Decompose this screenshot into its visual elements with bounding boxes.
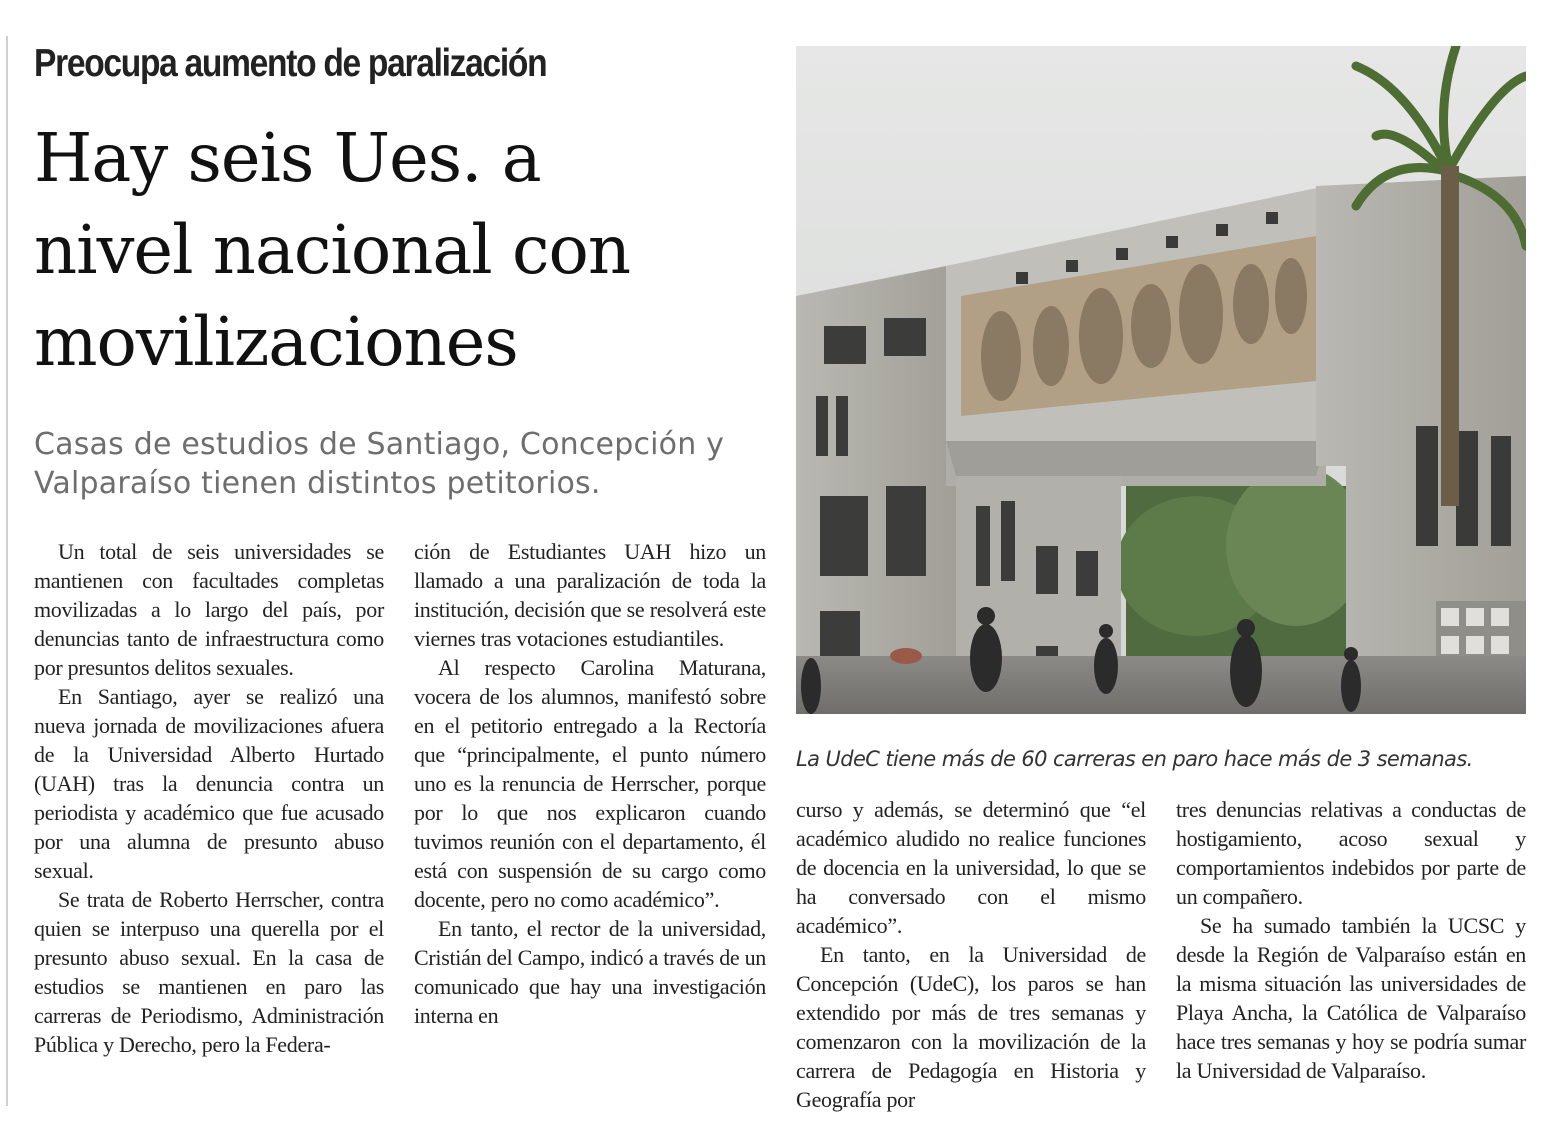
article-photo (796, 46, 1526, 714)
paragraph: Se trata de Roberto Herrscher, contra quien se interpuso una querella por el presunto abuso sexual. En la casa de estudios se mantienen en paro las carreras de Periodismo, Administración Pública y Derecho, pero la Federa- (34, 887, 384, 1057)
photo-caption: La UdeC tiene más de 60 carreras en paro hace más de 3 semanas. (796, 747, 1473, 771)
paragraph: curso y además, se determinó que “el académico aludido no realice funciones de docencia en la universidad, lo que se ha conversado con el mismo académico”. (796, 797, 1146, 938)
headline (34, 112, 794, 388)
headline-line: nivel nacional con (34, 211, 631, 289)
deck-line: Casas de estudios de Santiago, Concepción y (34, 427, 725, 462)
paragraph: En tanto, en la Universidad de Concepción (UdeC), los paros se han extendido por más de tres semanas y comenzaron con la movilización de la carrera de Pedagogía en Historia y Geografía por (796, 942, 1146, 1112)
body-column-1 (34, 537, 384, 1059)
paragraph: En tanto, el rector de la universidad, Cristián del Campo, indicó a través de un comunicado que hay una investigación interna en (414, 916, 766, 1028)
kicker: Preocupa aumento de paralización (34, 42, 547, 85)
page-edge-rule (6, 36, 8, 1106)
paragraph: Se ha sumado también la UCSC y desde la Región de Valparaíso están en la misma situación las universidades de Playa Ancha, la Católica de Valparaíso hace tres semanas y hoy se podría sumar la Universidad de Valparaíso. (1176, 913, 1526, 1083)
deck (34, 425, 794, 503)
paragraph: ción de Estudiantes UAH hizo un llamado a una paralización de toda la institución, decisión que se resolverá este viernes tras votaciones estudiantiles. (414, 539, 766, 651)
headline-line: Hay seis Ues. a (34, 119, 541, 197)
udec-arch-illustration (796, 46, 1526, 714)
paragraph: Al respecto Carolina Maturana, vocera de los alumnos, manifestó sobre en el petitorio entregado a la Rectoría que “principalmente, el punto número uno es la renuncia de Herrscher, porque por lo que nos explicaron cuando tuvimos reunión con el departamento, él está con suspensión de su cargo como docente, pero no como académico”. (414, 655, 766, 912)
paragraph: tres denuncias relativas a conductas de hostigamiento, acoso sexual y comportamientos indebidos por parte de un compañero. (1176, 797, 1526, 909)
paragraph: En Santiago, ayer se realizó una nueva jornada de movilizaciones afuera de la Universidad Alberto Hurtado (UAH) tras la denuncia contra un periodista y académico que fue acusado por una alumna de presunto abuso sexual. (34, 684, 384, 883)
body-column-2 (414, 537, 766, 1030)
headline-line: movilizaciones (34, 303, 518, 381)
body-column-4 (1176, 795, 1526, 1085)
body-column-3 (796, 795, 1146, 1114)
paragraph: Un total de seis universidades se mantienen con facultades completas movilizadas a lo largo del país, por denuncias tanto de infraestructura como por presuntos delitos sexuales. (34, 539, 384, 680)
deck-line: Valparaíso tienen distintos petitorios. (34, 466, 601, 501)
